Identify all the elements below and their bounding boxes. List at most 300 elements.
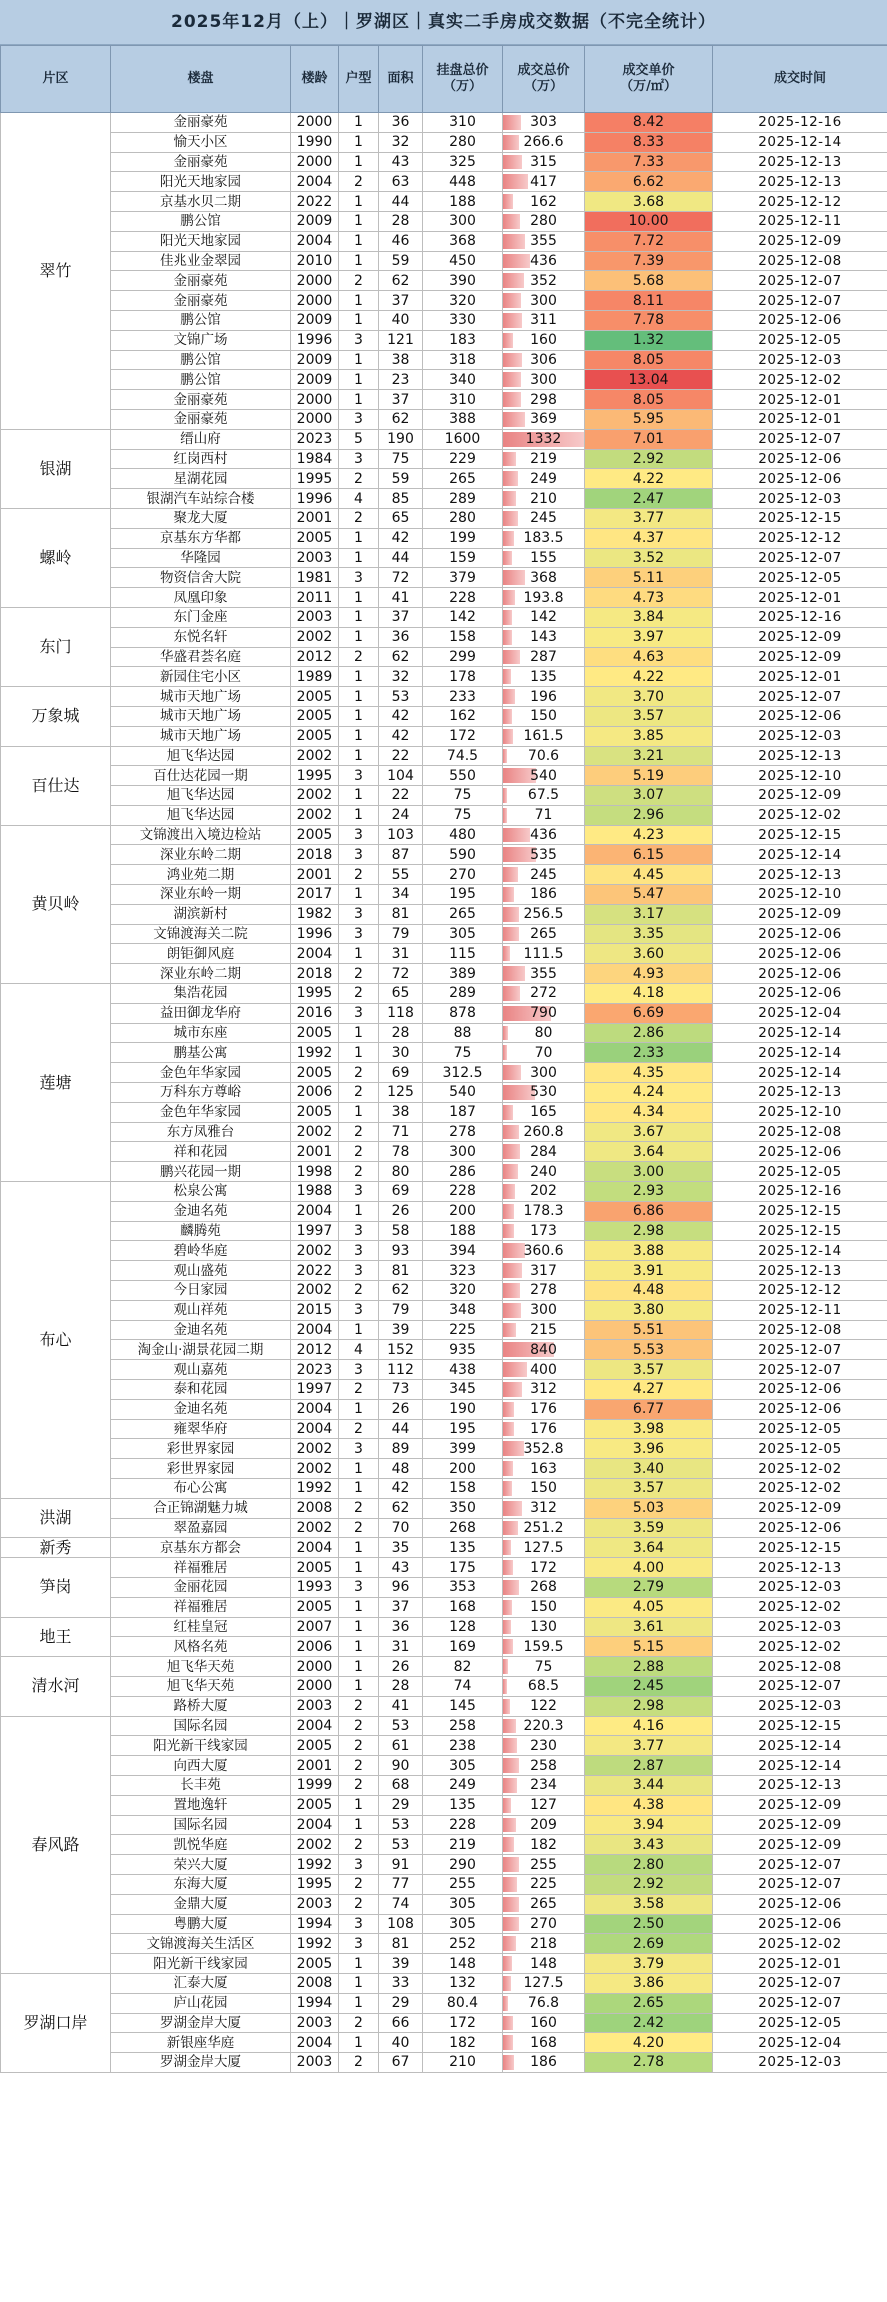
estate-cell: 深业东岭一期: [111, 885, 291, 905]
age-cell: 2009: [291, 370, 339, 390]
date-cell: 2025-12-07: [713, 271, 887, 291]
deal-cell: [503, 786, 585, 806]
age-cell: 2000: [291, 113, 339, 133]
deal-price-bar: [503, 1125, 519, 1140]
rooms-cell: 1: [339, 548, 379, 568]
deal-price-value: 249: [530, 470, 557, 487]
area-cell: 190: [379, 429, 423, 449]
list-cell: 162: [423, 706, 503, 726]
estate-cell: 益田御龙华府: [111, 1003, 291, 1023]
estate-cell: 阳光天地家园: [111, 231, 291, 251]
area-cell: 30: [379, 1043, 423, 1063]
deal-price-value: 300: [530, 292, 557, 309]
deal-price-value: 209: [530, 1816, 557, 1833]
list-cell: 82: [423, 1657, 503, 1677]
rooms-cell: 1: [339, 192, 379, 212]
deal-price-bar: [503, 1521, 518, 1536]
date-cell: 2025-12-16: [713, 607, 887, 627]
table-title: 2025年12月（上）｜罗湖区｜真实二手房成交数据（不完全统计）: [0, 0, 887, 45]
header-list-price: 挂盘总价 （万）: [423, 46, 503, 113]
list-cell: 399: [423, 1439, 503, 1459]
unit-cell: 2.65: [585, 1993, 713, 2013]
date-cell: 2025-12-07: [713, 291, 887, 311]
unit-cell: 6.86: [585, 1201, 713, 1221]
list-cell: 590: [423, 845, 503, 865]
estate-cell: 佳兆业金翠园: [111, 251, 291, 271]
estate-cell: 金迪名苑: [111, 1201, 291, 1221]
deal-price-value: 312: [530, 1500, 557, 1517]
table-row: [1, 1716, 887, 1736]
deal-price-value: 306: [530, 351, 557, 368]
unit-cell: 3.58: [585, 1894, 713, 1914]
deal-price-bar: [503, 1877, 517, 1892]
date-cell: 2025-12-14: [713, 1023, 887, 1043]
date-cell: 2025-12-07: [713, 429, 887, 449]
list-cell: 200: [423, 1459, 503, 1479]
table-row: [1, 746, 887, 766]
header-estate: 楼盘: [111, 46, 291, 113]
area-cell: 59: [379, 251, 423, 271]
deal-price-bar: [503, 1976, 511, 1991]
table-row: [1, 2053, 887, 2073]
rooms-cell: 4: [339, 489, 379, 509]
rooms-cell: 1: [339, 885, 379, 905]
deal-cell: [503, 1162, 585, 1182]
unit-cell: 2.45: [585, 1676, 713, 1696]
area-cell: 70: [379, 1518, 423, 1538]
list-cell: 200: [423, 1201, 503, 1221]
table-row: [1, 113, 887, 133]
unit-cell: 5.47: [585, 885, 713, 905]
list-cell: 935: [423, 1340, 503, 1360]
unit-cell: 3.98: [585, 1419, 713, 1439]
age-cell: 1992: [291, 1478, 339, 1498]
rooms-cell: 2: [339, 1874, 379, 1894]
rooms-cell: 1: [339, 1459, 379, 1479]
deal-price-bar: [503, 1501, 522, 1516]
estate-cell: 鸿业苑二期: [111, 865, 291, 885]
deal-cell: [503, 152, 585, 172]
unit-cell: 5.11: [585, 568, 713, 588]
table-row: [1, 1676, 887, 1696]
date-cell: 2025-12-05: [713, 330, 887, 350]
rooms-cell: 3: [339, 449, 379, 469]
estate-cell: 文锦广场: [111, 330, 291, 350]
deal-price-bar: [503, 808, 507, 823]
list-cell: 300: [423, 1142, 503, 1162]
age-cell: 2001: [291, 865, 339, 885]
deal-cell: [503, 1973, 585, 1993]
unit-cell: 4.22: [585, 667, 713, 687]
table-body: [1, 113, 887, 2073]
rooms-cell: 3: [339, 1003, 379, 1023]
rooms-cell: 1: [339, 1102, 379, 1122]
date-cell: 2025-12-06: [713, 1894, 887, 1914]
deal-price-value: 148: [530, 1955, 557, 1972]
deal-price-value: 355: [530, 233, 557, 250]
rooms-cell: 1: [339, 944, 379, 964]
deal-cell: [503, 2013, 585, 2033]
date-cell: 2025-12-01: [713, 588, 887, 608]
unit-cell: 3.67: [585, 1122, 713, 1142]
deal-price-value: 143: [530, 629, 557, 646]
estate-cell: 今日家园: [111, 1281, 291, 1301]
table-row: [1, 370, 887, 390]
list-cell: 325: [423, 152, 503, 172]
deal-price-value: 840: [530, 1341, 557, 1358]
table-row: [1, 1874, 887, 1894]
deal-cell: [503, 291, 585, 311]
rooms-cell: 2: [339, 2013, 379, 2033]
list-cell: 310: [423, 390, 503, 410]
deal-price-value: 790: [530, 1005, 557, 1022]
estate-cell: 深业东岭二期: [111, 964, 291, 984]
rooms-cell: 2: [339, 1162, 379, 1182]
area-cell: 46: [379, 231, 423, 251]
date-cell: 2025-12-14: [713, 845, 887, 865]
list-cell: 320: [423, 1281, 503, 1301]
deal-price-bar: [503, 590, 515, 605]
rooms-cell: 1: [339, 132, 379, 152]
table-row: [1, 766, 887, 786]
age-cell: 2001: [291, 508, 339, 528]
deal-price-value: 287: [530, 648, 557, 665]
unit-cell: 5.53: [585, 1340, 713, 1360]
deal-price-bar: [503, 1600, 512, 1615]
estate-cell: 城市天地广场: [111, 706, 291, 726]
deal-cell: [503, 1696, 585, 1716]
deal-price-bar: [503, 1580, 519, 1595]
deal-price-bar: [503, 887, 514, 902]
table-row: [1, 825, 887, 845]
unit-cell: 3.64: [585, 1142, 713, 1162]
age-cell: 2004: [291, 172, 339, 192]
age-cell: 1988: [291, 1182, 339, 1202]
table-row: [1, 330, 887, 350]
deal-price-bar: [503, 1699, 510, 1714]
date-cell: 2025-12-11: [713, 1300, 887, 1320]
estate-cell: 文锦渡出入境边检站: [111, 825, 291, 845]
deal-price-value: 436: [530, 827, 557, 844]
deal-price-value: 311: [530, 312, 557, 329]
estate-cell: 观山盛苑: [111, 1261, 291, 1281]
deal-price-value: 225: [530, 1876, 557, 1893]
list-cell: 195: [423, 885, 503, 905]
age-cell: 2012: [291, 1340, 339, 1360]
deal-price-bar: [503, 1936, 516, 1951]
deal-cell: [503, 271, 585, 291]
unit-cell: 7.72: [585, 231, 713, 251]
table-row: [1, 132, 887, 152]
area-cell: 63: [379, 172, 423, 192]
area-cell: 43: [379, 1558, 423, 1578]
table-row: [1, 1459, 887, 1479]
area-cell: 33: [379, 1973, 423, 1993]
estate-cell: 愉天小区: [111, 132, 291, 152]
unit-cell: 4.38: [585, 1795, 713, 1815]
district-cell: 洪湖: [1, 1498, 111, 1538]
list-cell: 300: [423, 211, 503, 231]
deal-cell: [503, 1775, 585, 1795]
list-cell: 168: [423, 1597, 503, 1617]
area-cell: 108: [379, 1914, 423, 1934]
deal-price-bar: [503, 1996, 508, 2011]
table-row: [1, 1419, 887, 1439]
date-cell: 2025-12-03: [713, 1577, 887, 1597]
area-cell: 53: [379, 1716, 423, 1736]
list-cell: 158: [423, 1478, 503, 1498]
rooms-cell: 2: [339, 1122, 379, 1142]
unit-cell: 3.57: [585, 1478, 713, 1498]
list-cell: 289: [423, 489, 503, 509]
date-cell: 2025-12-03: [713, 489, 887, 509]
rooms-cell: 2: [339, 2053, 379, 2073]
estate-cell: 朗钜御风庭: [111, 944, 291, 964]
deal-price-bar: [503, 630, 512, 645]
date-cell: 2025-12-15: [713, 825, 887, 845]
date-cell: 2025-12-06: [713, 1380, 887, 1400]
area-cell: 22: [379, 746, 423, 766]
deal-price-bar: [503, 1639, 513, 1654]
estate-cell: 泰和花园: [111, 1380, 291, 1400]
deal-cell: [503, 1558, 585, 1578]
table-row: [1, 1736, 887, 1756]
table-row: [1, 1003, 887, 1023]
deal-price-value: 417: [530, 173, 557, 190]
table-row: [1, 1637, 887, 1657]
deal-price-value: 265: [530, 1896, 557, 1913]
deal-price-value: 317: [530, 1262, 557, 1279]
list-cell: 265: [423, 469, 503, 489]
table-row: [1, 409, 887, 429]
list-cell: 450: [423, 251, 503, 271]
date-cell: 2025-12-07: [713, 1340, 887, 1360]
deal-cell: [503, 449, 585, 469]
deal-price-value: 220.3: [523, 1717, 564, 1734]
deal-price-bar: [503, 1422, 514, 1437]
list-cell: 390: [423, 271, 503, 291]
date-cell: 2025-12-08: [713, 251, 887, 271]
age-cell: 2002: [291, 786, 339, 806]
unit-cell: 5.15: [585, 1637, 713, 1657]
deal-price-value: 186: [530, 2054, 557, 2071]
area-cell: 121: [379, 330, 423, 350]
rooms-cell: 1: [339, 588, 379, 608]
deal-price-value: 172: [530, 1559, 557, 1576]
table-row: [1, 231, 887, 251]
rooms-cell: 5: [339, 429, 379, 449]
estate-cell: 阳光新干线家园: [111, 1954, 291, 1974]
deal-price-value: 315: [530, 153, 557, 170]
area-cell: 81: [379, 1261, 423, 1281]
estate-cell: 汇泰大厦: [111, 1973, 291, 1993]
unit-cell: 4.00: [585, 1558, 713, 1578]
deal-cell: [503, 1716, 585, 1736]
area-cell: 39: [379, 1320, 423, 1340]
estate-cell: 向西大厦: [111, 1756, 291, 1776]
date-cell: 2025-12-14: [713, 1756, 887, 1776]
age-cell: 2000: [291, 152, 339, 172]
list-cell: 310: [423, 113, 503, 133]
rooms-cell: 1: [339, 211, 379, 231]
estate-cell: 金鼎大厦: [111, 1894, 291, 1914]
deal-price-value: 176: [530, 1420, 557, 1437]
area-cell: 62: [379, 1498, 423, 1518]
list-cell: 340: [423, 370, 503, 390]
area-cell: 39: [379, 1954, 423, 1974]
deal-price-value: 168: [530, 2034, 557, 2051]
date-cell: 2025-12-09: [713, 786, 887, 806]
deal-price-value: 245: [530, 866, 557, 883]
deal-price-bar: [503, 1837, 514, 1852]
estate-cell: 城市东座: [111, 1023, 291, 1043]
unit-cell: 2.33: [585, 1043, 713, 1063]
deal-cell: [503, 350, 585, 370]
deal-cell: [503, 251, 585, 271]
date-cell: 2025-12-14: [713, 1063, 887, 1083]
estate-cell: 风格名苑: [111, 1637, 291, 1657]
deal-price-bar: [503, 155, 522, 170]
deal-price-bar: [503, 2035, 513, 2050]
deal-price-value: 400: [530, 1361, 557, 1378]
deal-price-value: 68.5: [527, 1678, 560, 1695]
deal-price-value: 182: [530, 1836, 557, 1853]
age-cell: 2003: [291, 2013, 339, 2033]
estate-cell: 红桂皇冠: [111, 1617, 291, 1637]
table-row: [1, 1399, 887, 1419]
area-cell: 125: [379, 1083, 423, 1103]
table-row: [1, 726, 887, 746]
age-cell: 2002: [291, 1281, 339, 1301]
date-cell: 2025-12-15: [713, 1201, 887, 1221]
rooms-cell: 1: [339, 370, 379, 390]
deal-cell: [503, 1221, 585, 1241]
date-cell: 2025-12-04: [713, 1003, 887, 1023]
estate-cell: 阳光新干线家园: [111, 1736, 291, 1756]
estate-cell: 荣兴大厦: [111, 1855, 291, 1875]
deal-price-bar: [503, 1283, 520, 1298]
estate-cell: 旭飞华天苑: [111, 1657, 291, 1677]
list-cell: 345: [423, 1380, 503, 1400]
deal-price-bar: [503, 946, 510, 961]
deal-price-value: 530: [530, 1084, 557, 1101]
table-row: [1, 1775, 887, 1795]
age-cell: 2005: [291, 1102, 339, 1122]
table-row: [1, 1597, 887, 1617]
age-cell: 2000: [291, 390, 339, 410]
table-row: [1, 1478, 887, 1498]
deal-price-bar: [503, 452, 516, 467]
area-cell: 67: [379, 2053, 423, 2073]
estate-cell: 东方凤雅台: [111, 1122, 291, 1142]
list-cell: 280: [423, 508, 503, 528]
date-cell: 2025-12-09: [713, 1835, 887, 1855]
deal-cell: [503, 1399, 585, 1419]
table-row: [1, 1320, 887, 1340]
age-cell: 2004: [291, 1716, 339, 1736]
date-cell: 2025-12-07: [713, 548, 887, 568]
deal-price-value: 245: [530, 510, 557, 527]
deal-cell: [503, 1795, 585, 1815]
age-cell: 2005: [291, 706, 339, 726]
unit-cell: 3.96: [585, 1439, 713, 1459]
area-cell: 103: [379, 825, 423, 845]
area-cell: 81: [379, 904, 423, 924]
area-cell: 53: [379, 1835, 423, 1855]
unit-cell: 4.37: [585, 528, 713, 548]
unit-cell: 2.79: [585, 1577, 713, 1597]
deal-cell: [503, 1815, 585, 1835]
area-cell: 23: [379, 370, 423, 390]
transaction-table: [0, 45, 887, 2073]
deal-cell: [503, 390, 585, 410]
date-cell: 2025-12-04: [713, 2033, 887, 2053]
date-cell: 2025-12-06: [713, 469, 887, 489]
deal-cell: [503, 1201, 585, 1221]
deal-cell: [503, 706, 585, 726]
deal-price-bar: [503, 491, 516, 506]
deal-price-bar: [503, 551, 512, 566]
unit-cell: 2.78: [585, 2053, 713, 2073]
unit-cell: 8.33: [585, 132, 713, 152]
estate-cell: 旭飞华达园: [111, 786, 291, 806]
deal-price-value: 270: [530, 1915, 557, 1932]
rooms-cell: 3: [339, 845, 379, 865]
list-cell: 305: [423, 924, 503, 944]
date-cell: 2025-12-05: [713, 1419, 887, 1439]
deal-price-value: 165: [530, 1104, 557, 1121]
table-row: [1, 1162, 887, 1182]
unit-cell: 2.88: [585, 1657, 713, 1677]
list-cell: 175: [423, 1558, 503, 1578]
rooms-cell: 1: [339, 726, 379, 746]
estate-cell: 凤凰印象: [111, 588, 291, 608]
deal-price-value: 368: [530, 569, 557, 586]
list-cell: 74: [423, 1676, 503, 1696]
deal-cell: [503, 1340, 585, 1360]
date-cell: 2025-12-02: [713, 1597, 887, 1617]
table-row: [1, 1617, 887, 1637]
deal-cell: [503, 231, 585, 251]
estate-cell: 罗湖金岸大厦: [111, 2013, 291, 2033]
estate-cell: 祥福雅居: [111, 1597, 291, 1617]
deal-cell: [503, 1023, 585, 1043]
age-cell: 2005: [291, 1023, 339, 1043]
deal-price-bar: [503, 1620, 511, 1635]
deal-price-bar: [503, 353, 522, 368]
area-cell: 71: [379, 1122, 423, 1142]
date-cell: 2025-12-16: [713, 113, 887, 133]
date-cell: 2025-12-07: [713, 687, 887, 707]
deal-price-bar: [503, 313, 522, 328]
age-cell: 1995: [291, 1874, 339, 1894]
deal-price-bar: [503, 293, 521, 308]
deal-price-bar: [503, 907, 519, 922]
deal-cell: [503, 1756, 585, 1776]
unit-cell: 3.35: [585, 924, 713, 944]
table-row: [1, 786, 887, 806]
deal-price-value: 150: [530, 1480, 557, 1497]
rooms-cell: 3: [339, 1577, 379, 1597]
deal-price-value: 210: [530, 490, 557, 507]
age-cell: 2004: [291, 1201, 339, 1221]
rooms-cell: 3: [339, 825, 379, 845]
table-row: [1, 845, 887, 865]
deal-price-value: 215: [530, 1322, 557, 1338]
date-cell: 2025-12-05: [713, 1162, 887, 1182]
estate-cell: 彩世界家园: [111, 1439, 291, 1459]
date-cell: 2025-12-03: [713, 350, 887, 370]
